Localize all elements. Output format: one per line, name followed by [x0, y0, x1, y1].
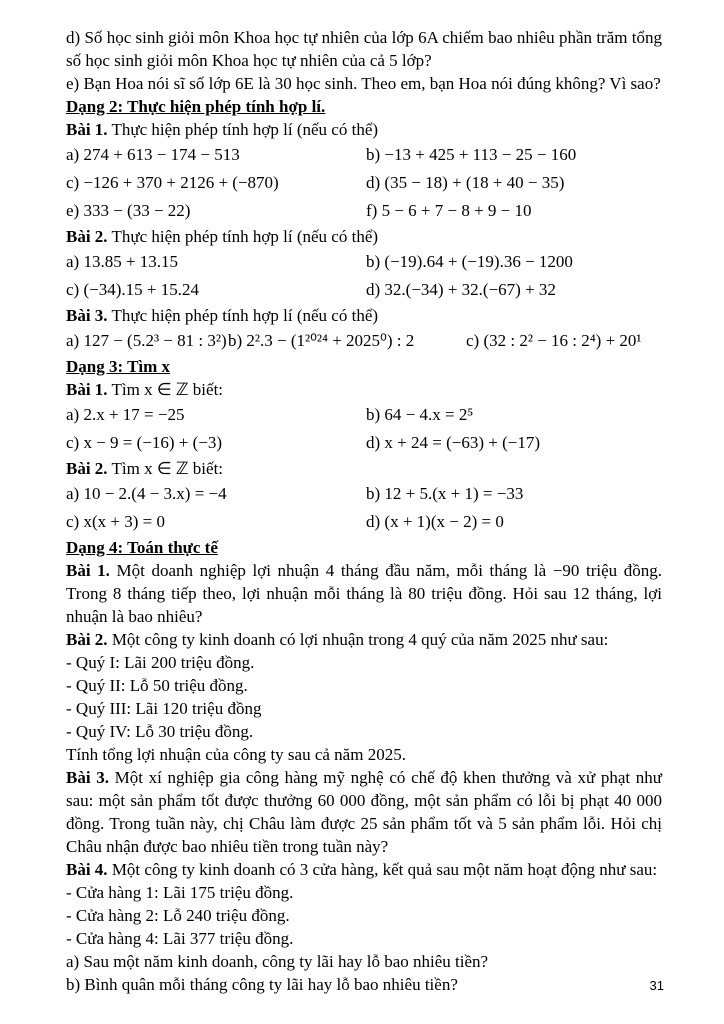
bai-title-text: Thực hiện phép tính hợp lí (nếu có thể): [107, 227, 379, 246]
bai-label: Bài 3.: [66, 768, 109, 787]
dang4-bai2-paragraph: [66, 628, 662, 651]
expression-a: a) 274 + 613 − 174 − 513: [66, 145, 240, 164]
bai-text: Một công ty kinh doanh có 3 cửa hàng, kết quả sau một năm hoạt động như sau:: [107, 860, 658, 879]
expression-a: a) 13.85 + 13.15: [66, 252, 179, 271]
dang2-heading: Dạng 2: Thực hiện phép tính hợp lí.: [66, 97, 326, 116]
expression-b: b) −13 + 425 + 113 − 25 − 160: [366, 145, 577, 164]
bai4-question-b: b) Bình quân mỗi tháng công ty lãi hay lỗ bao nhiêu tiền?: [66, 975, 458, 994]
dang2-bai1-row2: [66, 169, 662, 197]
bai-label: Bài 1.: [66, 120, 108, 139]
dang4-bai1-paragraph: [66, 559, 662, 628]
dang3-bai2-row1: [66, 480, 662, 508]
dang3-bai1-title: [66, 378, 662, 401]
dang2-bai3-title: [66, 304, 662, 327]
dang3-bai2-row2: [66, 508, 662, 536]
equation-b: b) 64 − 4.x = 2⁵: [366, 405, 474, 424]
quarter-3-item: - Quý III: Lãi 120 triệu đồng: [66, 699, 262, 718]
bai-label: Bài 2.: [66, 630, 108, 649]
question-d: d) Số học sinh giỏi môn Khoa học tự nhiên của lớp 6A chiếm bao nhiêu phần trăm tổng số học sinh giỏi môn Khoa học tự nhiên của cả 5 lớp?: [66, 28, 662, 70]
bai-label: Bài 1.: [66, 380, 108, 399]
store-1-item: - Cửa hàng 1: Lãi 175 triệu đồng.: [66, 883, 294, 902]
expression-b: b) (−19).64 + (−19).36 − 1200: [366, 252, 573, 271]
dang2-bai1-row3: [66, 197, 662, 225]
dang3-bai1-row1: [66, 401, 662, 429]
bai-text: Một xí nghiệp gia công hàng mỹ nghệ có chế độ khen thưởng và xử phạt như sau: một sản phẩm tốt được thưởng 60 000 đồng, một sản phẩm có lỗi bị phạt 40 000 đồng. Trong tuần này, chị Châu làm được 25 sản phẩm tốt và 5 sản phẩm lỗi. Hỏi chị Châu nhận được bao nhiêu tiền trong tuần này?: [66, 768, 663, 856]
dang4-bai3-paragraph: [66, 766, 662, 858]
dang4-heading: Dạng 4: Toán thực tế: [66, 538, 218, 557]
equation-c: c) x − 9 = (−16) + (−3): [66, 433, 223, 452]
equation-a: a) 2.x + 17 = −25: [66, 405, 185, 424]
expression-f: f) 5 − 6 + 7 − 8 + 9 − 10: [366, 201, 532, 220]
equation-c: c) x(x + 3) = 0: [66, 512, 165, 531]
page-number: 31: [649, 978, 664, 993]
bai4-question-a: a) Sau một năm kinh doanh, công ty lãi hay lỗ bao nhiêu tiền?: [66, 952, 489, 971]
question-e: e) Bạn Hoa nói sĩ số lớp 6E là 30 học sinh. Theo em, bạn Hoa nói đúng không? Vì sao?: [66, 74, 661, 93]
equation-b: b) 12 + 5.(x + 1) = −33: [366, 484, 524, 503]
equation-a: a) 10 − 2.(4 − 3.x) = −4: [66, 484, 227, 503]
dang3-heading: Dạng 3: Tìm x: [66, 357, 171, 376]
dang2-bai3-row1: [66, 327, 662, 355]
bai-title-text: Tìm x ∈ ℤ biết:: [107, 380, 224, 399]
bai-label: Bài 4.: [66, 860, 108, 879]
dang2-bai2-row1: [66, 248, 662, 276]
equation-d: d) (x + 1)(x − 2) = 0: [366, 512, 504, 531]
expression-d: d) 32.(−34) + 32.(−67) + 32: [366, 280, 556, 299]
dang4-bai4-paragraph: [66, 858, 662, 881]
bai-label: Bài 2.: [66, 459, 108, 478]
dang3-bai2-title: [66, 457, 662, 480]
dang2-bai2-row2: [66, 276, 662, 304]
equation-d: d) x + 24 = (−63) + (−17): [366, 433, 540, 452]
expression-b: b) 2².3 − (1²⁰²⁴ + 2025⁰) : 2: [228, 331, 415, 350]
bai-label: Bài 2.: [66, 227, 108, 246]
expression-e: e) 333 − (33 − 22): [66, 201, 191, 220]
bai-text: Một doanh nghiệp lợi nhuận 4 tháng đầu năm, mỗi tháng là −90 triệu đồng. Trong 8 tháng tiếp theo, lợi nhuận mỗi tháng là 80 triệu đồng. Hỏi sau 12 tháng, lợi nhuận là bao nhiêu?: [66, 561, 662, 626]
expression-c: c) (32 : 2² − 16 : 2⁴) + 20¹: [466, 331, 642, 350]
quarter-4-item: - Quý IV: Lỗ 30 triệu đồng.: [66, 722, 254, 741]
bai-title-text: Thực hiện phép tính hợp lí (nếu có thể): [107, 120, 379, 139]
bai-text: Một công ty kinh doanh có lợi nhuận trong 4 quý của năm 2025 như sau:: [107, 630, 609, 649]
expression-c: c) −126 + 370 + 2126 + (−870): [66, 173, 279, 192]
dang2-bai1-row1: [66, 141, 662, 169]
bai2-question: Tính tổng lợi nhuận của công ty sau cả năm 2025.: [66, 745, 406, 764]
quarter-1-item: - Quý I: Lãi 200 triệu đồng.: [66, 653, 255, 672]
quarter-2-item: - Quý II: Lỗ 50 triệu đồng.: [66, 676, 248, 695]
dang2-bai1-title: [66, 118, 662, 141]
expression-d: d) (35 − 18) + (18 + 40 − 35): [366, 173, 565, 192]
expression-c: c) (−34).15 + 15.24: [66, 280, 199, 299]
bai-title-text: Thực hiện phép tính hợp lí (nếu có thể): [107, 306, 379, 325]
bai-title-text: Tìm x ∈ ℤ biết:: [107, 459, 224, 478]
bai-label: Bài 1.: [66, 561, 110, 580]
bai-label: Bài 3.: [66, 306, 108, 325]
store-4-item: - Cửa hàng 4: Lãi 377 triệu đồng.: [66, 929, 294, 948]
dang2-bai2-title: [66, 225, 662, 248]
store-2-item: - Cửa hàng 2: Lỗ 240 triệu đồng.: [66, 906, 290, 925]
expression-a: a) 127 − (5.2³ − 81 : 3²): [66, 331, 227, 350]
dang3-bai1-row2: [66, 429, 662, 457]
